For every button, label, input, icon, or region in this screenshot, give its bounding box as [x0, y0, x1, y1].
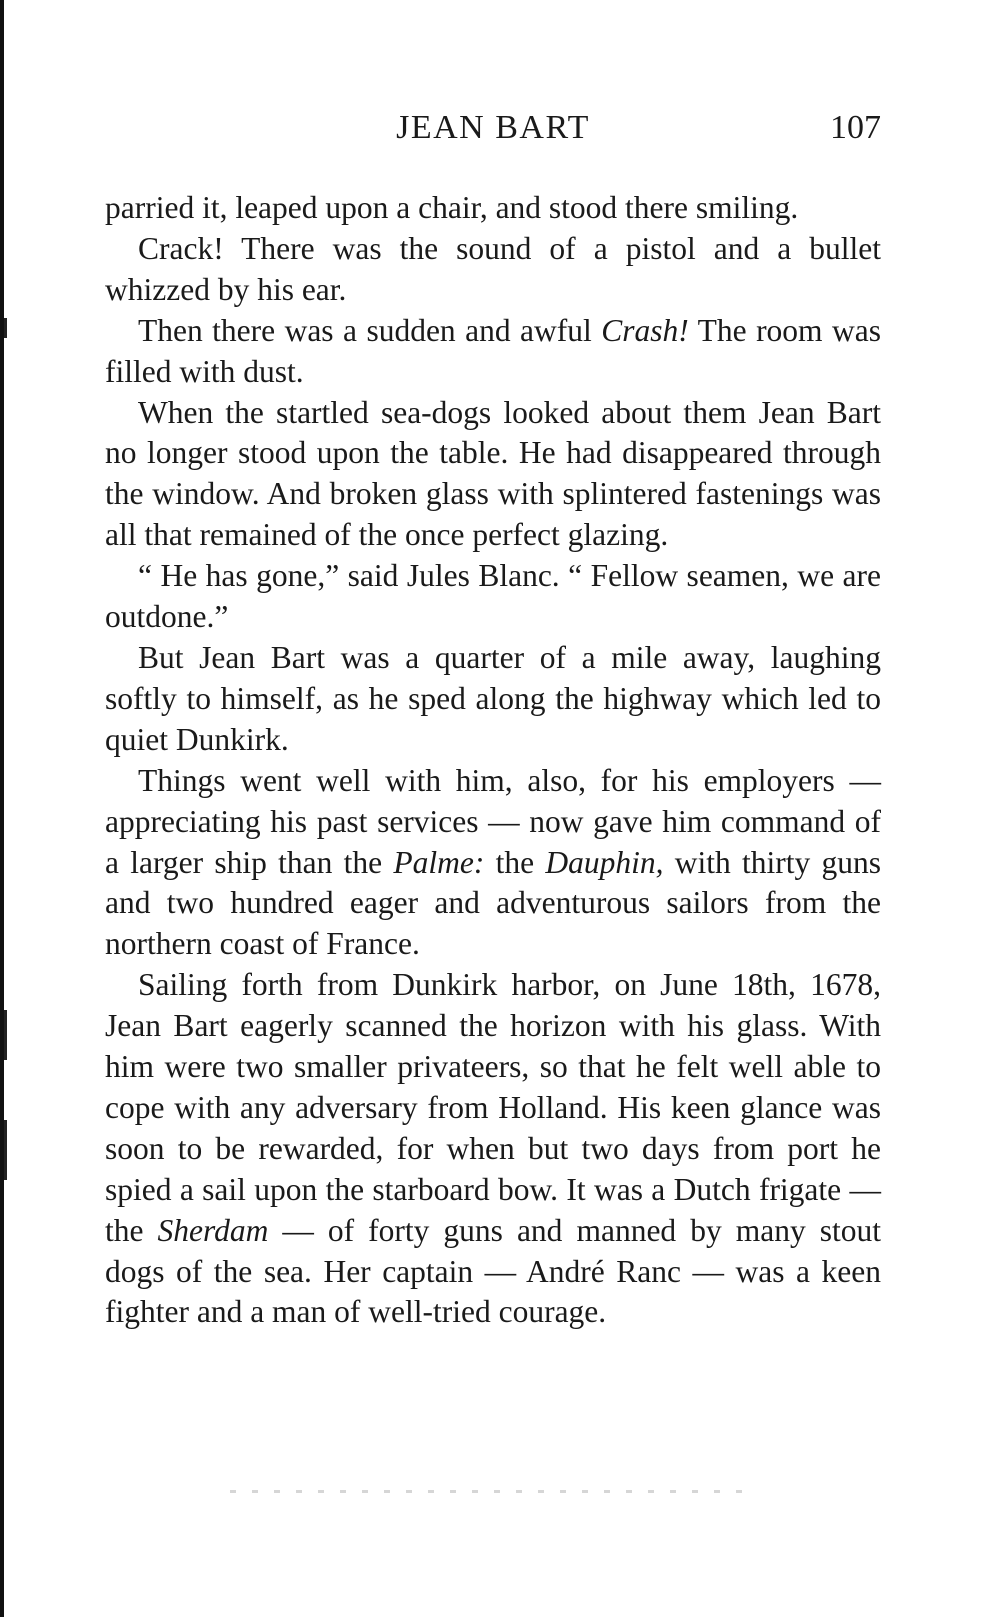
paragraph-text: Things went well with him, also, for his employers — appreciating his past services — now gave him command of a larger ship than the: [105, 762, 881, 880]
paragraph-text: Then there was a sudden and awful: [138, 312, 602, 348]
scan-artifact: [230, 1490, 750, 1493]
paragraph: [105, 188, 881, 229]
ship-name: Palme:: [393, 844, 485, 880]
ship-name: Dauphin,: [545, 844, 664, 880]
paragraph-text: But Jean Bart was a quarter of a mile away, laughing softly to himself, as he sped along the highway which led to quiet Dunkirk.: [105, 639, 881, 757]
paragraph-text: “ He has gone,” said Jules Blanc. “ Fellow seamen, we are outdone.”: [105, 558, 881, 635]
paragraph-text: the: [484, 844, 546, 880]
paragraph-text: with thirty guns and two hundred eager and adventurous sailors from the northern coast of France.: [105, 844, 881, 962]
binding-edge: [0, 0, 4, 1617]
paragraph-text: Crack! There was the sound of a pistol and a bullet whizzed by his ear.: [105, 230, 881, 307]
paragraph: [105, 393, 881, 557]
paragraph-text: — of forty guns and manned by many stout dogs of the sea. Her captain — André Ranc — was a keen fighter and a man of well-tried courage.: [105, 1212, 882, 1330]
binding-mark: [4, 318, 7, 338]
page-number: 107: [830, 109, 881, 146]
paragraph: [105, 556, 881, 638]
paragraph-text: The room was filled with dust.: [105, 312, 881, 389]
body-text: [105, 188, 881, 1333]
running-head-title: JEAN BART: [396, 109, 590, 146]
paragraph: [105, 965, 881, 1333]
paragraph-text: parried it, leaped upon a chair, and stood there smiling.: [105, 190, 799, 225]
book-page: [105, 100, 881, 1333]
paragraph: [105, 761, 881, 966]
binding-mark: [4, 1010, 7, 1060]
paragraph: [105, 229, 881, 311]
ship-name: Sherdam: [157, 1212, 269, 1248]
paragraph-text: Sailing forth from Dunkirk harbor, on June 18th, 1678, Jean Bart eagerly scanned the horizon with his glass. With him were two smaller privateers, so that he felt well able to cope with any adversary from Holland. His keen glance was soon to be rewarded, for when but two days from port he spied a sail upon the starboard bow. It was a Dutch frigate — the: [105, 967, 881, 1248]
paragraph: [105, 638, 881, 761]
paragraph: [105, 311, 881, 393]
binding-mark: [4, 1120, 7, 1180]
running-head: [105, 100, 881, 160]
paragraph-text: When the startled sea-dogs looked about them Jean Bart no longer stood upon the table. He had disappeared through the window. And broken glass with splintered fastenings was all that remained of the once perfect glazing.: [105, 394, 881, 553]
italic-word: Crash!: [601, 312, 689, 348]
